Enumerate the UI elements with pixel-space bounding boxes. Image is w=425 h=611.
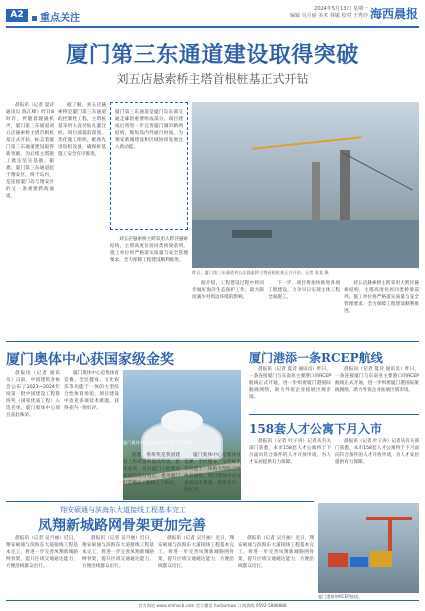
- section-marker-icon: [32, 16, 37, 21]
- page-header: [0, 0, 425, 30]
- arena-paragraph-1: 晨报讯（记者 通讯员）日前，中国建筑业协会公布了2023—2024年度第一批中国建设工程鲁班奖（国家优质工程）入选名单，厦门奥体中心项目获此殊荣。: [6, 371, 60, 418]
- lead-column-6: [344, 280, 419, 339]
- rcep-paragraph-2: 晨报讯（记者 夏诗 通讯员）昨日，一条连接厦门与东南亚主要港口的RCEP航线正式开通，进一步织密厦门港国际航线网络，助力外贸企业拓展区域市场。: [335, 367, 419, 393]
- lead-paragraph-5: 下一步，项目将加快推进各项工程建设，力争早日实现主体工程全面施工。: [268, 281, 340, 300]
- page-footer: 官方网站 www.xmhxcb.com 官方微信 hxcbxmwx 订阅热线 0592-5888888: [6, 600, 419, 609]
- housing-column-2: [335, 438, 419, 498]
- section-title: [32, 9, 80, 24]
- bridge-column-3: [158, 535, 234, 597]
- lead-paragraph-6: 刘五店悬索桥主跨采用大跨径悬索结构，主塔高度位居同类桥梁前列。施工单位将严格落实质量与安全管理要求，全力保障工程建设顺利推进。: [344, 281, 419, 314]
- section-divider: [249, 414, 419, 415]
- issue-date: 2024年5月13日 星期一: [314, 6, 368, 12]
- lead-paragraph-4: 据介绍，工程建设过程中将同步做好海洋生态保护工作，最大限度减少对周边环境的影响。: [192, 281, 264, 300]
- lead-paragraph-2: 据了解，刘五店悬索桥是厦门第三东通道的控制性工程，主塔桩基采用大直径钻孔灌注桩。项目部提前谋划，优化施工组织，配备先进钻机设备，确保桩基施工安全有序推进。: [58, 103, 106, 157]
- bridge-paragraph-1: 晨报讯（记者 吴月丽）近日，翔安硕通与滨海东大道接线工程基本完工，将进一步完善凤翔新城路网骨架，提升区域交通通达能力，方便沿线群众出行。: [6, 536, 78, 569]
- container-shape: [350, 557, 368, 567]
- lead-paragraph-1: 晨报讯（记者 夏诗 通讯员 陈江峰）昨日8时许，伴随着隆隆机声，厦门第三东通道刘五店悬索桥主塔首根桩基正式开钻，标志着厦门第三东通道建设取得新突破，为后续主塔施工奠定坚实基础。据悉，厦门第三东通道起于翔安区，终于岛内，是连接厦门岛与翔安区的又一条重要跨海通道。: [6, 103, 54, 199]
- arena-headline: 厦门奥体中心获国家级金奖: [6, 352, 174, 368]
- housing-headline: 158套人才公寓下月入市: [249, 422, 383, 436]
- housing-paragraph-1: 晨报讯（记者 叶子涛）记者从有关部门获悉，本市158套人才公寓将于下月面向符合条件的人才开放申请，为人才安居提供有力保障。: [249, 439, 331, 465]
- arena-column-4: [184, 452, 241, 498]
- bridge-paragraph-2: 晨报讯（记者 吴月丽）近日，翔安硕通与滨海东大道接线工程基本完工，将进一步完善凤翔新城路网骨架，提升区域交通通达能力，方便沿线群众出行。: [82, 536, 154, 569]
- rcep-column-2: [335, 366, 419, 410]
- crane-shape: [252, 136, 362, 149]
- arena-paragraph-4: 厦门奥体中心是集体育竞赛、全民健身、文化娱乐等功能于一体的大型综合性体育场馆，项目建设中攻克多项技术难题，获得业内一致好评。: [184, 453, 241, 493]
- newspaper-logo: [370, 5, 418, 22]
- bridge-paragraph-3: 晨报讯（记者 吴月丽）近日，翔安硕通与滨海东大道接线工程基本完工，将进一步完善凤翔新城路网骨架，提升区域交通通达能力，方便沿线群众出行。: [158, 536, 234, 569]
- bridge-column-4: [238, 535, 314, 597]
- housing-paragraph-2: 晨报讯（记者 叶子涛）记者从有关部门获悉，本市158套人才公寓将于下月面向符合条件的人才开放申请，为人才安居提供有力保障。: [335, 439, 419, 465]
- lead-column-5: [268, 280, 340, 339]
- header-meta: [258, 6, 368, 20]
- arena-column-2: [64, 370, 119, 496]
- bridge-column-2: [82, 535, 154, 597]
- bridge-column-1: [6, 535, 78, 597]
- lead-column-4: [192, 280, 264, 339]
- rcep-headline: 厦门港添一条RCEP航线: [249, 351, 383, 365]
- arena-column-3: [123, 452, 180, 498]
- lead-photo: [192, 102, 419, 268]
- section-divider: [6, 341, 419, 342]
- rcep-paragraph-1: 晨报讯（记者 夏诗 通讯员）昨日，一条连接厦门与东南亚主要港口的RCEP航线正式开通，进一步织密厦门港国际航线网络，助力外贸企业拓展区域市场。: [249, 367, 331, 400]
- sea-shape: [192, 220, 419, 268]
- lead-pull-quote: 厦门第三东通道是厦门岛东部交通走廊的重要组成部分，项目建成后将进一步完善厦门城市路网结构，缩短岛内外通行时间，为翔安新城建设和区域协同发展注入新动能。: [110, 102, 188, 230]
- lead-column-1: [6, 102, 54, 339]
- ship-shape: [232, 230, 272, 238]
- logo-text: 海西晨报: [370, 7, 419, 21]
- lead-headline: 厦门第三东通道建设取得突破: [66, 42, 359, 68]
- bridge-paragraph-4: 晨报讯（记者 吴月丽）近日，翔安硕通与滨海东大道接线工程基本完工，将进一步完善凤翔新城路网骨架，提升区域交通通达能力，方便沿线群众出行。: [238, 536, 314, 569]
- bridge-headline: 凤翔新城路网骨架更加完善: [38, 518, 206, 534]
- lead-paragraph-3: 刘五店悬索桥主跨采用大跨径悬索结构，主塔高度位居同类桥梁前列。施工单位将严格落实质量与安全管理要求，全力保障工程建设顺利推进。: [110, 237, 188, 263]
- section-divider: [6, 501, 314, 502]
- housing-column-1: [249, 438, 331, 498]
- rcep-column-1: [249, 366, 331, 410]
- container-shape: [370, 551, 392, 567]
- lead-column-3: [110, 236, 188, 339]
- header-rule: [6, 26, 419, 28]
- arena-photo-caption: 厦门奥体中心获国家级金奖。（资料图）: [123, 440, 197, 445]
- container-shape: [328, 553, 348, 567]
- port-photo: [318, 503, 419, 593]
- arena-paragraph-3: 据悉，鲁班奖是我国建设工程质量的最高奖项。此次获奖，是对厦门工程建设质量的充分肯定，也为厦门打造精品工程树立了标杆。: [123, 453, 180, 486]
- stadium-roof-shape: [161, 410, 203, 432]
- arena-column-1: [6, 370, 60, 496]
- section-label: 重点关注: [40, 13, 80, 24]
- lead-column-2: [58, 102, 106, 339]
- arena-paragraph-2: 厦门奥体中心是集体育竞赛、全民健身、文化娱乐等功能于一体的大型综合性体育场馆，项目建设中攻克多项技术难题，获得业内一致好评。: [64, 371, 119, 411]
- lead-photo-caption: 昨日，厦门第三东通道刘五店悬索桥主塔首根桩基正式开钻。记者 张某 摄: [192, 270, 329, 275]
- port-photo-caption: 厦门港新增RCEP航线。: [318, 594, 363, 599]
- cable-shape: [342, 152, 413, 190]
- lead-subheadline: 刘五店悬索桥主塔首根桩基正式开钻: [116, 72, 309, 86]
- bridge-kicker: 翔安硕通与滨海东大道接线工程基本完工: [60, 506, 186, 514]
- editor-credits: 编辑 吴月丽 美术 林敏 校对 王秀玲: [290, 13, 368, 19]
- page-number: A2: [6, 9, 28, 22]
